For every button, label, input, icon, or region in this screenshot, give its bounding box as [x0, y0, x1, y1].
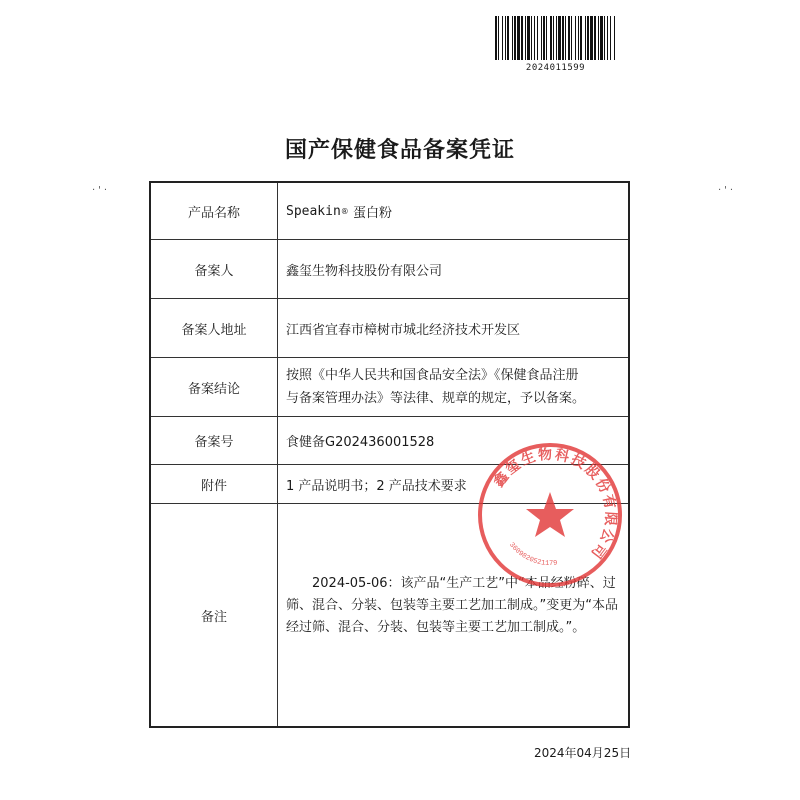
official-seal: [475, 440, 625, 590]
barcode-bar: [565, 16, 566, 60]
barcode-bar: [558, 16, 561, 60]
product-brand: Speakin: [286, 203, 341, 219]
barcode-bar: [571, 16, 572, 60]
barcode-bar: [531, 16, 532, 60]
product-name-label: 产品名称: [151, 183, 278, 239]
conclusion-value: [278, 358, 628, 416]
barcode-bar: [507, 16, 509, 60]
barcode-bar: [525, 16, 526, 60]
scan-speck-right: ·'·: [718, 185, 737, 196]
barcode-bar: [585, 16, 586, 60]
barcode-bar: [514, 16, 516, 60]
barcode-bar: [541, 16, 542, 60]
barcode-bar: [534, 16, 535, 60]
seal-company-text: 鑫玺生物科技股份有限公司: [491, 447, 618, 563]
seal-star: [526, 492, 574, 537]
barcode-bar: [546, 16, 547, 60]
conclusion-label: 备案结论: [151, 358, 278, 416]
barcode-bar: [590, 16, 593, 60]
attachments-label: 附件: [151, 465, 278, 503]
document-title: 国产保健食品备案凭证: [284, 138, 515, 163]
attachments-value: 1 产品说明书；2 产品技术要求: [286, 478, 467, 494]
row-filer-address: [151, 299, 628, 358]
barcode-bar: [502, 16, 503, 60]
product-name-value: [278, 183, 628, 239]
barcode-bar: [604, 16, 605, 60]
barcode-bar: [580, 16, 582, 60]
barcode-bar: [517, 16, 520, 60]
barcode-bar: [505, 16, 506, 60]
barcode-bar: [575, 16, 576, 60]
issue-date: 2024年04月25日: [534, 746, 632, 760]
barcode-bar: [543, 16, 545, 60]
barcode-bar: [587, 16, 589, 60]
seal-number: 3609820521179: [507, 541, 558, 569]
conclusion-line-2: 与备案管理办法》等法律、规章的规定，予以备案。: [286, 391, 586, 406]
barcode-bar: [578, 16, 579, 60]
barcode-bar: [537, 16, 538, 60]
barcode-bar: [495, 16, 497, 60]
remarks-value: 2024-05-06：该产品“生产工艺”中“本品经粉碎、过筛、混合、分装、包装等主要工艺加工制成。”变更为“本品经过筛、混合、分装、包装等主要工艺加工制成。”。: [286, 576, 618, 635]
filing-number-value: 食健备G202436001528: [286, 435, 435, 450]
barcode-bar: [553, 16, 554, 60]
barcode-bar: [562, 16, 564, 60]
filer-value: 鑫玺生物科技股份有限公司: [286, 263, 443, 279]
barcode-bar: [594, 16, 596, 60]
barcode-bar: [598, 16, 599, 60]
barcode-bar: [550, 16, 552, 60]
filer-label: 备案人: [151, 240, 278, 298]
barcode-number: 2024011599: [525, 63, 586, 73]
barcode-bar: [512, 16, 513, 60]
barcode-bar: [607, 16, 608, 60]
barcode-bar: [600, 16, 603, 60]
barcode-bar: [498, 16, 499, 60]
filer-address-label: 备案人地址: [151, 299, 278, 357]
scan-speck-left: ·'·: [92, 185, 111, 196]
barcode-bar: [610, 16, 611, 60]
barcode-bar: [521, 16, 523, 60]
barcode-bar: [556, 16, 557, 60]
barcode-bar: [568, 16, 570, 60]
row-filer: [151, 240, 628, 299]
barcode-bar: [614, 16, 615, 60]
filer-address-value: 江西省宜春市樟树市城北经济技术开发区: [286, 322, 521, 338]
filing-number-label: 备案号: [151, 417, 278, 464]
remarks-label: 备注: [151, 504, 278, 726]
registered-mark: ®: [340, 206, 349, 216]
product-name: 蛋白粉: [352, 205, 392, 221]
barcode-bar: [527, 16, 530, 60]
barcode: [493, 16, 618, 60]
row-conclusion: [151, 358, 628, 417]
row-product-name: [151, 183, 628, 240]
conclusion-line-1: 按照《中华人民共和国食品安全法》《保健食品注册: [286, 368, 579, 383]
